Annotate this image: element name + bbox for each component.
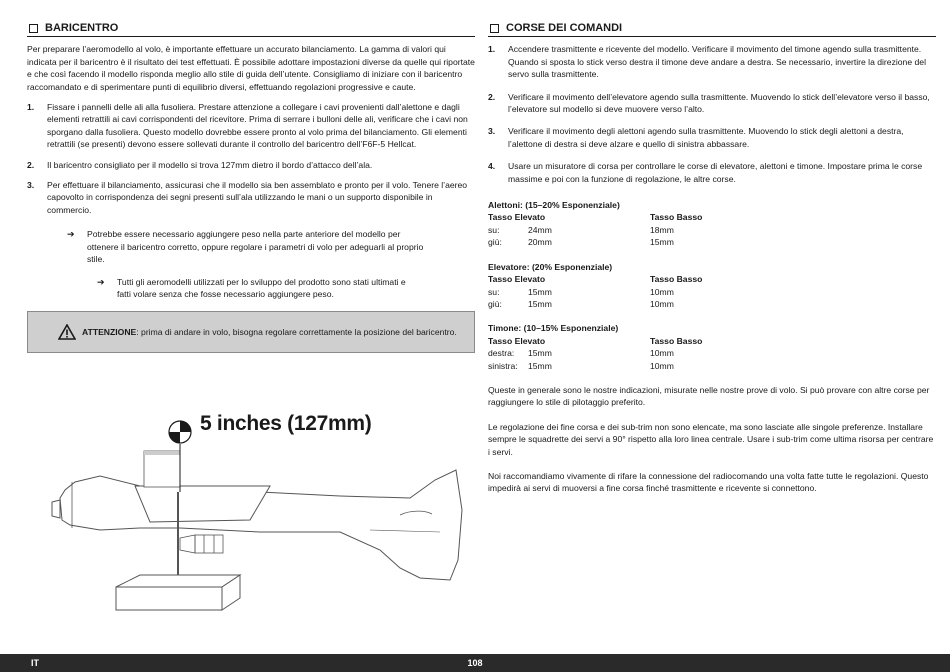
- arrow-note-text: Potrebbe essere necessario aggiungere peso nella parte anteriore del modello per ottenere il baricentro corretto, oppure regolare i parametri di volo per adeguarli al proprio stile.: [87, 229, 424, 265]
- step-number: 3.: [27, 180, 35, 191]
- arrow-right-icon: ➔: [97, 276, 105, 287]
- throws-note-1: Queste in generale sono le nostre indicazioni, misurate nelle nostre prove di volo. Si può provare con altre corse per raggiungere lo stile di pilotaggio preferito.: [488, 384, 930, 408]
- cg-symbol-icon: [169, 421, 191, 443]
- step-text: Verificare il movimento degli alettoni agendo sulla trasmittente. Muovendo lo stick degli alettoni a destra, l’alettone di destra si deve alzare e quello di sinistra abbassare.: [508, 126, 904, 149]
- elevator-rates: [488, 261, 936, 311]
- cg-title: BARICENTRO: [45, 22, 119, 34]
- step-number: 1.: [27, 102, 35, 113]
- step-number: 3.: [488, 126, 496, 137]
- rate-title: Elevatore: (20% Esponenziale): [488, 261, 613, 272]
- cg-distance-label: 5 inches (127mm): [200, 412, 372, 435]
- arrow-note-2: [27, 276, 407, 301]
- throws-note-3: Noi raccomandiamo vivamente di rifare la connessione del radiocomando una volta fatte tutte le regolazioni. Questo impedirà ai servi di muoversi a fine corsa finché trasmittente e ricevente si connettono.: [488, 470, 929, 494]
- step-text: Fissare i pannelli delle ali alla fusoliera. Prestare attenzione a collegare i cavi provenienti dall’alettone e dagli elementi retrattili ai cavi corrispondenti del ricevitore. Prima di serrare i bulloni delle ali, verificare che i cavi non sporgano dalla fusoliera. Questo modello dovrebbe essere pronto al volo prima del bilanciamento. Gli elementi retrattili (se presenti) devono essere sollevati durante il controllo del baricentro dell’F6F-5 Hellcat.: [47, 102, 468, 150]
- rate-row: giù: 20mm 15mm: [488, 237, 674, 248]
- arrow-note-1: [27, 228, 427, 265]
- warning-text: : prima di andare in volo, bisogna regolare correttamente la posizione del baricentro.: [136, 326, 457, 337]
- warning-label: ATTENZIONE: [82, 326, 137, 337]
- step-text: Verificare il movimento dell’elevatore agendo sulla trasmittente. Muovendo lo stick dell’elevatore verso il basso, l’elevatore sul modello si deve muovere verso l’alto.: [508, 91, 930, 115]
- step-number: 2.: [27, 159, 35, 170]
- throws-heading: [488, 22, 936, 37]
- arrow-note-text: Tutti gli aeromodelli utilizzati per lo sviluppo del prodotto sono stati ultimati e fatti volare senza che fosse necessario aggiungere peso.: [117, 276, 406, 299]
- throws-title: CORSE DEI COMANDI: [506, 22, 623, 34]
- cg-step-2: [27, 159, 475, 171]
- checkbox-icon: [29, 24, 38, 33]
- aileron-rates: [488, 199, 936, 249]
- control-throws-section: [488, 22, 936, 495]
- step-text: Usare un misuratore di corsa per controllare le corse di elevatore, alettoni e timone. Impostare prima le corse massime e poi con la funzione di regolazione, le altre corse.: [508, 161, 923, 184]
- cg-step-3: [27, 179, 475, 216]
- rate-header: Tasso Elevato Tasso Basso: [488, 274, 703, 285]
- step-number: 1.: [488, 44, 496, 55]
- rate-title: Timone: (10–15% Esponenziale): [488, 323, 619, 334]
- rate-row: destra: 15mm 10mm: [488, 348, 674, 359]
- cg-step-1: [27, 101, 475, 151]
- rate-title: Alettoni: (15–20% Esponenziale): [488, 200, 620, 211]
- page-footer: [0, 654, 950, 672]
- cg-heading: [27, 22, 475, 37]
- warning-box: [27, 311, 475, 353]
- rate-header: Tasso Elevato Tasso Basso: [488, 212, 703, 223]
- rate-row: su: 15mm 10mm: [488, 286, 674, 297]
- throws-note-2: Le regolazione dei fine corsa e dei sub-trim non sono elencate, ma sono lasciate alle singole preferenze. Installare sempre le squadrette dei servi a 90° rispetto alla loro linea centrale. Usare i sub-trim come ultima risorsa per centrare i servi.: [488, 421, 934, 457]
- arrow-right-icon: ➔: [67, 229, 75, 240]
- throws-step-4: [488, 160, 936, 185]
- rate-row: su: 24mm 18mm: [488, 224, 674, 235]
- throws-step-2: [488, 91, 936, 116]
- step-text: Accendere trasmittente e ricevente del modello. Verificare il movimento del timone agendo sulla trasmittente. Quando si sposta lo stick verso destra il timone deve andare a destra. Se necessario, invertire la direzione del servo sulla trasmittente.: [508, 44, 926, 80]
- rate-header: Tasso Elevato Tasso Basso: [488, 335, 703, 346]
- warning-triangle-icon: [58, 324, 76, 340]
- rate-row: sinistra: 15mm 10mm: [488, 360, 674, 371]
- page-number: 108: [467, 658, 483, 668]
- step-text: Per effettuare il bilanciamento, assicurasi che il modello sia ben assemblato e pronto per il volo. Tenere l’aereo capovolto in corrispondenza dei segni presenti sull’ala utilizzando le mani o un supporto disponibile in commercio.: [47, 180, 468, 215]
- throws-step-3: [488, 125, 936, 150]
- language-code: IT: [31, 658, 39, 668]
- airplane-cg-diagram: [40, 410, 480, 620]
- rate-row: giù: 15mm 10mm: [488, 298, 674, 309]
- checkbox-icon: [490, 24, 499, 33]
- step-text: Il baricentro consigliato per il modello si trova 127mm dietro il bordo d’attacco dell’ala.: [47, 159, 373, 170]
- cg-section: [27, 22, 475, 300]
- cg-intro: Per preparare l’aeromodello al volo, è importante effettuare un accurato bilanciamento. La gamma di valori qui indicata per il baricentro è il risultato dei test effettuati. È possibile adottare impostazioni diverse da quelle qui riportate e che così facendo il modello risponda meglio allo stile di guida dell’utente. Consigliamo di iniziare con il baricentro raccomandato e di sperimentare punti di equilibrio diversi, effettuando regolazioni progressive e caute.: [27, 44, 475, 92]
- step-number: 4.: [488, 161, 496, 172]
- throws-step-1: [488, 43, 936, 80]
- step-number: 2.: [488, 91, 496, 102]
- rudder-rates: [488, 322, 936, 372]
